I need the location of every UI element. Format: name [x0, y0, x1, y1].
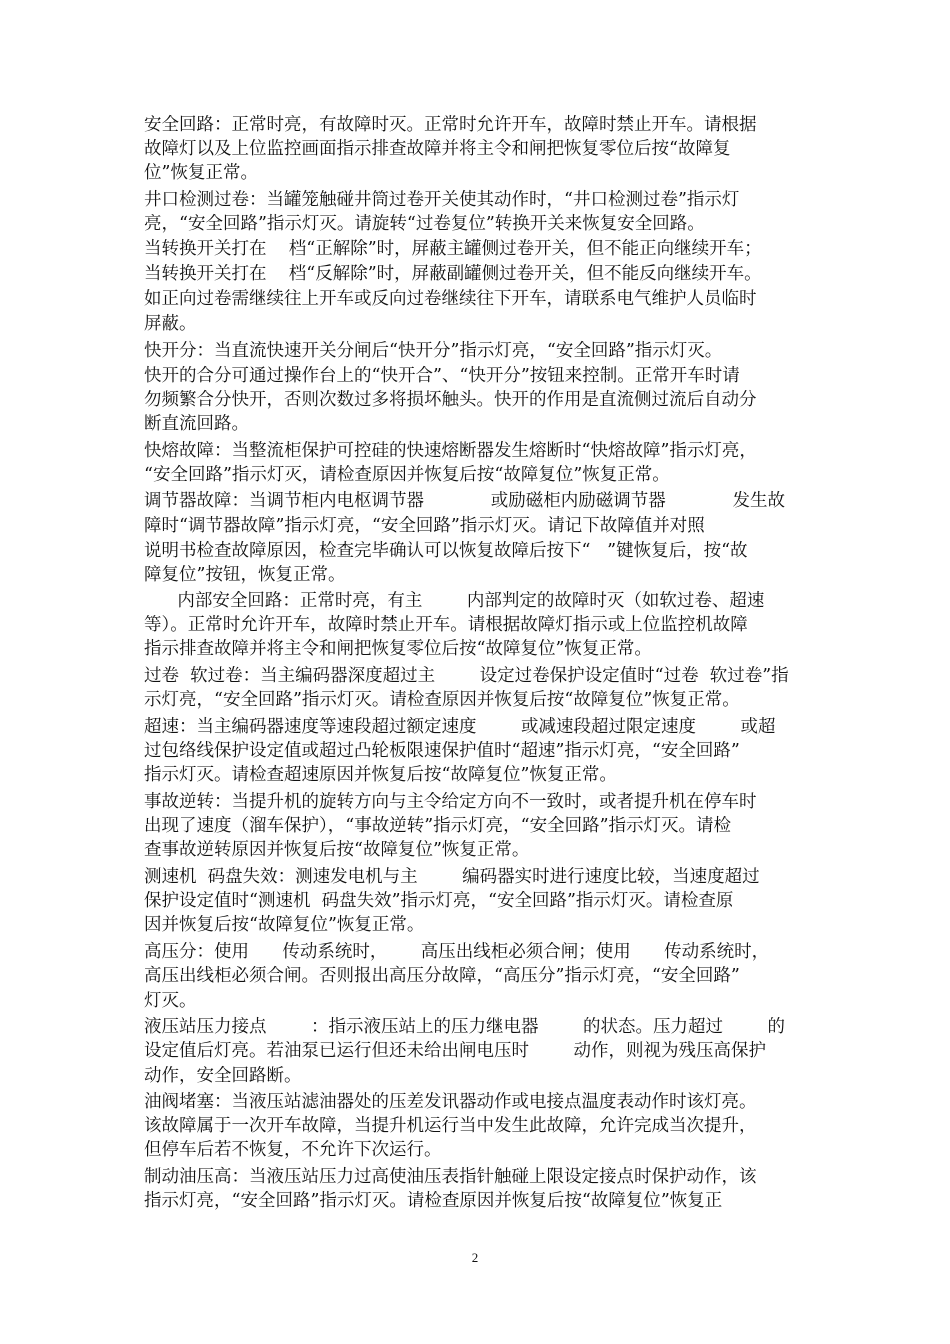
text-line: 保护设定值时“测速机 码盘失效”指示灯亮，“安全回路”指示灯灭。请检查原 — [144, 891, 734, 911]
text-line: 故障灯以及上位监控画面指示排查故障并将主令和闸把恢复零位后按“故障复 — [144, 139, 731, 159]
text-line: 当转换开关打在 档“反解除”时，屏蔽副罐侧过卷开关，但不能反向继续开车。 — [144, 264, 762, 284]
text-line: 制动油压高：当液压站压力过高使油压表指针触碰上限设定接点时保护动作，该 — [144, 1167, 757, 1187]
text-line: 指示灯灭。请检查超速原因并恢复后按“故障复位”恢复正常。 — [144, 765, 617, 785]
text-line: 屏蔽。 — [144, 314, 197, 334]
text-line: 因并恢复后按“故障复位”恢复正常。 — [144, 915, 425, 935]
text-line: 高压出线柜必须合闸。否则报出高压分故障，“高压分”指示灯亮，“安全回路” — [144, 966, 740, 986]
text-line: 安全回路：正常时亮，有故障时灭。正常时允许开车，故障时禁止开车。请根据 — [144, 115, 757, 135]
text-line: 事故逆转：当提升机的旋转方向与主令给定方向不一致时，或者提升机在停车时 — [144, 792, 757, 812]
text-line: 断直流回路。 — [144, 414, 249, 434]
text-line: 勿频繁合分快开，否则次数过多将损坏触头。快开的作用是直流侧过流后自动分 — [144, 390, 757, 410]
text-line: 测速机 码盘失效：测速发电机与主 编码器实时进行速度比较，当速度超过 — [144, 867, 760, 887]
text-line: 出现了速度（溜车保护），“事故逆转”指示灯亮，“安全回路”指示灯灭。请检 — [144, 816, 732, 836]
text-line: 障复位”按钮，恢复正常。 — [144, 565, 346, 585]
text-line: 高压分：使用 传动系统时， 高压出线柜必须合闸；使用 传动系统时， — [144, 942, 770, 962]
text-line: 井口检测过卷：当罐笼触碰井筒过卷开关使其动作时，“井口检测过卷”指示灯 — [144, 190, 740, 210]
text-line: 等）。正常时允许开车，故障时禁止开车。请根据故障灯指示或上位监控机故障 — [144, 615, 748, 635]
text-line: 指示灯亮，“安全回路”指示灯灭。请检查原因并恢复后按“故障复位”恢复正 — [144, 1191, 723, 1211]
page-number: 2 — [471, 1250, 479, 1265]
text-line: 灯灭。 — [144, 991, 197, 1011]
text-line: 位”恢复正常。 — [144, 163, 258, 183]
text-line: 液压站压力接点 ：指示液压站上的压力继电器 的状态。压力超过 的 — [144, 1017, 786, 1037]
text-line: 亮，“安全回路”指示灯灭。请旋转“过卷复位”转换开关来恢复安全回路。 — [144, 214, 705, 234]
text-line: 但停车后若不恢复，不允许下次运行。 — [144, 1140, 442, 1160]
text-line: 说明书检查故障原因，检查完毕确认可以恢复故障后按下“ ”键恢复后，按“故 — [144, 541, 748, 561]
text-line: 过包络线保护设定值或超过凸轮板限速保护值时“超速”指示灯亮，“安全回路” — [144, 741, 740, 761]
text-line: 超速：当主编码器速度等速段超过额定速度 或减速段超过限定速度 或超 — [144, 717, 776, 737]
text-line: 快开的合分可通过操作台上的“快开合”、“快开分”按钮来控制。正常开车时请 — [144, 366, 740, 386]
text-line: 快开分：当直流快速开关分闸后“快开分”指示灯亮，“安全回路”指示灯灭。 — [144, 341, 723, 361]
text-line: 如正向过卷需继续往上开车或反向过卷继续往下开车，请联系电气维护人员临时 — [144, 289, 757, 309]
text-line: 内部安全回路：正常时亮，有主 内部判定的故障时灭（如软过卷、超速 — [144, 591, 765, 611]
text-line: 快熔故障：当整流柜保护可控硅的快速熔断器发生熔断时“快熔故障”指示灯亮， — [144, 441, 757, 461]
text-line: 障时“调节器故障”指示灯亮，“安全回路”指示灯灭。请记下故障值并对照 — [144, 516, 705, 536]
text-line: “安全回路”指示灯灭，请检查原因并恢复后按“故障复位”恢复正常。 — [144, 465, 670, 485]
text-line: 动作，安全回路断。 — [144, 1066, 302, 1086]
text-line: 油阀堵塞：当液压站滤油器处的压差发讯器动作或电接点温度表动作时该灯亮。 — [144, 1092, 757, 1112]
text-line: 当转换开关打在 档“正解除”时，屏蔽主罐侧过卷开关，但不能正向继续开车； — [144, 239, 762, 259]
text-line: 设定值后灯亮。若油泵已运行但还未给出闸电压时 动作，则视为残压高保护 — [144, 1041, 766, 1061]
text-line: 示灯亮，“安全回路”指示灯灭。请检查原因并恢复后按“故障复位”恢复正常。 — [144, 690, 740, 710]
text-line: 该故障属于一次开车故障，当提升机运行当中发生此故障，允许完成当次提升， — [144, 1116, 757, 1136]
text-line: 过卷 软过卷：当主编码器深度超过主 设定过卷保护设定值时“过卷 软过卷”指 — [144, 666, 789, 686]
text-line: 指示排查故障并将主令和闸把恢复零位后按“故障复位”恢复正常。 — [144, 639, 652, 659]
text-line: 调节器故障：当调节柜内电枢调节器 或励磁柜内励磁调节器 发生故 — [144, 491, 786, 511]
text-line: 查事故逆转原因并恢复后按“故障复位”恢复正常。 — [144, 840, 530, 860]
